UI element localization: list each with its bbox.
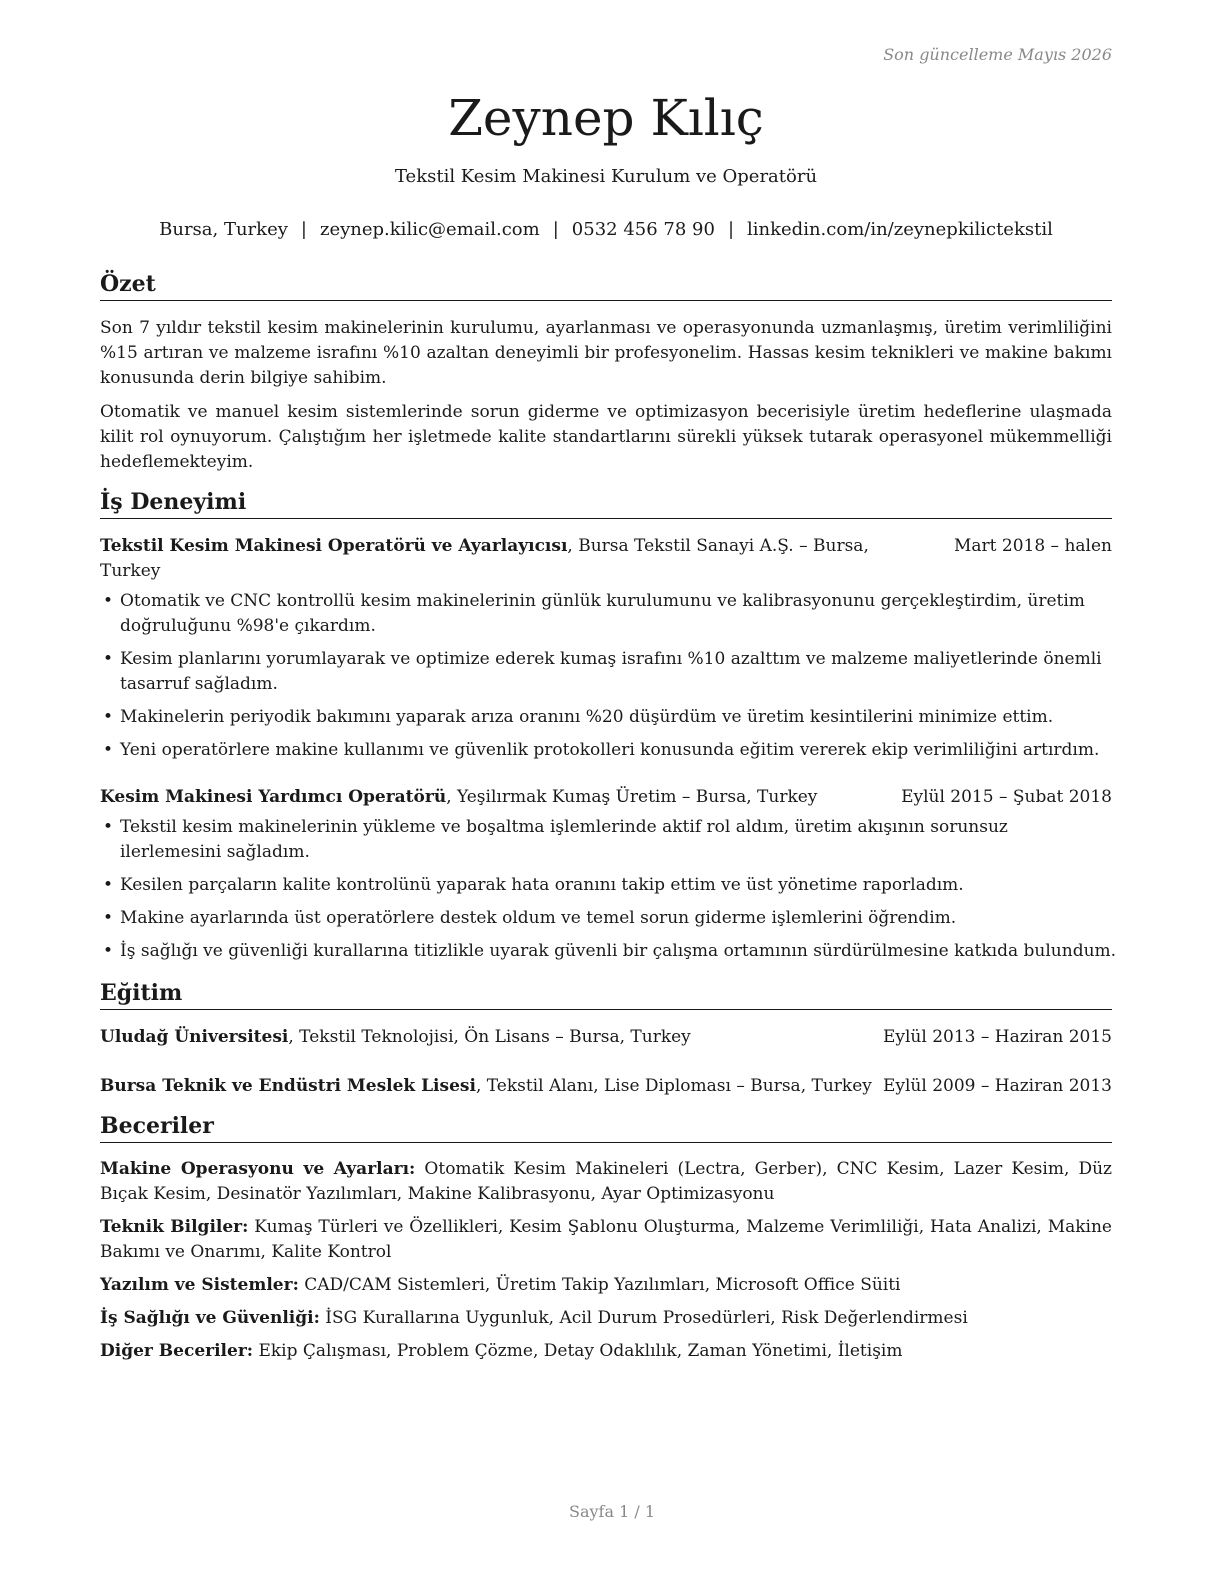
skill-label: Yazılım ve Sistemler: — [100, 1275, 299, 1295]
experience-section — [100, 488, 1117, 972]
bullet-text: İş sağlığı ve güvenliği kurallarına titizlikle uyarak güvenli bir çalışma ortamının sürdürülmesine katkıda bulundum. — [120, 941, 1117, 961]
bullet-icon: • — [103, 740, 114, 760]
resume-page — [100, 0, 1117, 1584]
bullet-icon: • — [103, 707, 114, 727]
skill-value: Otomatik Kesim Makineleri (Lectra, Gerber), CNC Kesim, Lazer Kesim, Düz Bıçak Kesim, Desinatör Yazılımları, Makine Kalibrasyonu, Ayar Optimizasyonu — [100, 1159, 1112, 1204]
bullet-item — [100, 647, 1112, 697]
skill-label: Diğer Beceriler: — [100, 1341, 254, 1361]
contact-email[interactable]: zeynep.kilic@email.com — [319, 219, 540, 240]
skill-line — [100, 1306, 1112, 1331]
job-entry — [100, 534, 1112, 763]
job-title: Tekstil Kesim Makinesi Kurulum ve Operatörü — [394, 166, 818, 187]
skill-value: Kumaş Türleri ve Özellikleri, Kesim Şablonu Oluşturma, Malzeme Verimliliği, Hata Analizi, Makine Bakımı ve Onarımı, Kalite Kontrol — [100, 1217, 1112, 1262]
bullet-item — [100, 873, 1112, 898]
job-dates: Eylül 2015 – Şubat 2018 — [901, 787, 1112, 807]
section-title-education: Eğitim — [100, 979, 1112, 1010]
job-header — [100, 534, 1112, 584]
skill-label: İş Sağlığı ve Güvenliği: — [100, 1308, 320, 1328]
contact-linkedin[interactable]: linkedin.com/in/zeynepkilictekstil — [747, 219, 1053, 240]
contact-separator: | — [727, 219, 735, 240]
skill-label: Makine Operasyonu ve Ayarları: — [100, 1159, 416, 1179]
section-title-summary: Özet — [100, 270, 1112, 301]
job-header — [100, 785, 1112, 810]
bullet-icon: • — [103, 649, 114, 669]
bullet-text: Kesim planlarını yorumlayarak ve optimize ederek kumaş israfını %10 azalttım ve malzeme maliyetlerinde önemli tasarruf sağladım. — [120, 649, 1102, 694]
last-updated: Son güncelleme Mayıs 2026 — [883, 45, 1112, 64]
contact-line — [100, 219, 1112, 240]
bullet-item — [100, 738, 1112, 763]
job-position: Tekstil Kesim Makinesi Operatörü ve Ayarlayıcısı — [100, 536, 568, 556]
skill-line — [100, 1157, 1112, 1207]
education-entry — [100, 1074, 1112, 1099]
contact-location: Bursa, Turkey — [159, 219, 288, 240]
job-employer: , Bursa Tekstil Sanayi A.Ş. – Bursa, Turkey — [100, 536, 869, 581]
contact-separator: | — [300, 219, 307, 240]
skill-line — [100, 1339, 1112, 1364]
bullet-icon: • — [103, 941, 114, 961]
job-employer: , Yeşilırmak Kumaş Üretim – Bursa, Turkey — [446, 787, 818, 807]
summary-paragraph: Son 7 yıldır tekstil kesim makinelerinin kurulumu, ayarlanması ve operasyonunda uzmanlaşmış, üretim verimliliğini %15 artıran ve malzeme israfını %10 azaltan deneyimli bir profesyonelim. Hassas kesim teknikleri ve makine bakımı konusunda derin bilgiye sahibim. — [100, 318, 1112, 388]
job-dates: Mart 2018 – halen — [953, 536, 1112, 556]
bullet-text: Otomatik ve CNC kontrollü kesim makinelerinin günlük kurulumunu ve kalibrasyonunu gerçekleştirdim, üretim doğruluğunu %98'e çıkardım. — [120, 591, 1085, 636]
job-bullets — [100, 815, 1117, 964]
bullet-icon: • — [103, 908, 114, 928]
contact-phone[interactable]: 0532 456 78 90 — [571, 219, 715, 240]
bullet-icon: • — [103, 591, 114, 611]
education-entry — [100, 1025, 1112, 1050]
bullet-text: Makinelerin periyodik bakımını yaparak arıza oranını %20 düşürdüm ve üretim kesintilerini minimize ettim. — [120, 707, 1054, 727]
bullet-item — [100, 705, 1112, 730]
job-position: Kesim Makinesi Yardımcı Operatörü — [100, 787, 447, 807]
candidate-name: Zeynep Kılıç — [448, 89, 764, 147]
job-bullets — [100, 589, 1112, 763]
contact-separator: | — [552, 219, 559, 240]
education-detail: , Tekstil Alanı, Lise Diploması – Bursa, Turkey — [475, 1076, 872, 1096]
bullet-item — [100, 939, 1117, 964]
skill-value: Ekip Çalışması, Problem Çözme, Detay Odaklılık, Zaman Yönetimi, İletişim — [253, 1341, 903, 1361]
bullet-icon: • — [103, 817, 114, 837]
skill-line — [100, 1215, 1112, 1265]
education-section — [100, 979, 1112, 1099]
skill-value: CAD/CAM Sistemleri, Üretim Takip Yazılımları, Microsoft Office Süiti — [298, 1275, 901, 1295]
summary-section — [100, 270, 1112, 475]
page-number: Sayfa 1 / 1 — [568, 1502, 655, 1521]
skill-line — [100, 1273, 1112, 1298]
skills-section — [100, 1112, 1112, 1372]
skill-label: Teknik Bilgiler: — [100, 1217, 249, 1237]
bullet-text: Kesilen parçaların kalite kontrolünü yaparak hata oranını takip ettim ve üst yönetime raporladım. — [120, 875, 964, 895]
bullet-item — [100, 815, 1112, 865]
education-dates: Eylül 2013 – Haziran 2015 — [882, 1027, 1112, 1047]
education-dates: Eylül 2009 – Haziran 2013 — [882, 1076, 1112, 1096]
bullet-icon: • — [103, 875, 114, 895]
job-entry — [100, 785, 1117, 964]
section-title-skills: Beceriler — [100, 1112, 1112, 1143]
bullet-item — [100, 906, 1112, 931]
bullet-text: Makine ayarlarında üst operatörlere destek oldum ve temel sorun giderme işlemlerini öğrendim. — [120, 908, 957, 928]
bullet-text: Tekstil kesim makinelerinin yükleme ve boşaltma işlemlerinde aktif rol aldım, üretim akışının sorunsuz ilerlemesini sağladım. — [120, 817, 1008, 862]
education-detail: , Tekstil Teknolojisi, Ön Lisans – Bursa, Turkey — [288, 1027, 691, 1047]
summary-paragraph: Otomatik ve manuel kesim sistemlerinde sorun giderme ve optimizasyon becerisiyle üretim hedeflerine ulaşmada kilit rol oynuyorum. Çalıştığım her işletmede kalite standartlarını sürekli yüksek tutarak operasyonel mükemmelliği hedeflemekteyim. — [100, 402, 1112, 472]
education-school: Uludağ Üniversitesi — [100, 1027, 289, 1047]
bullet-item — [100, 589, 1112, 639]
education-school: Bursa Teknik ve Endüstri Meslek Lisesi — [100, 1076, 476, 1096]
skill-value: İSG Kurallarına Uygunluk, Acil Durum Prosedürleri, Risk Değerlendirmesi — [319, 1308, 968, 1328]
section-title-experience: İş Deneyimi — [100, 488, 1112, 519]
bullet-text: Yeni operatörlere makine kullanımı ve güvenlik protokolleri konusunda eğitim vererek ekip verimliliğini artırdım. — [120, 740, 1100, 760]
